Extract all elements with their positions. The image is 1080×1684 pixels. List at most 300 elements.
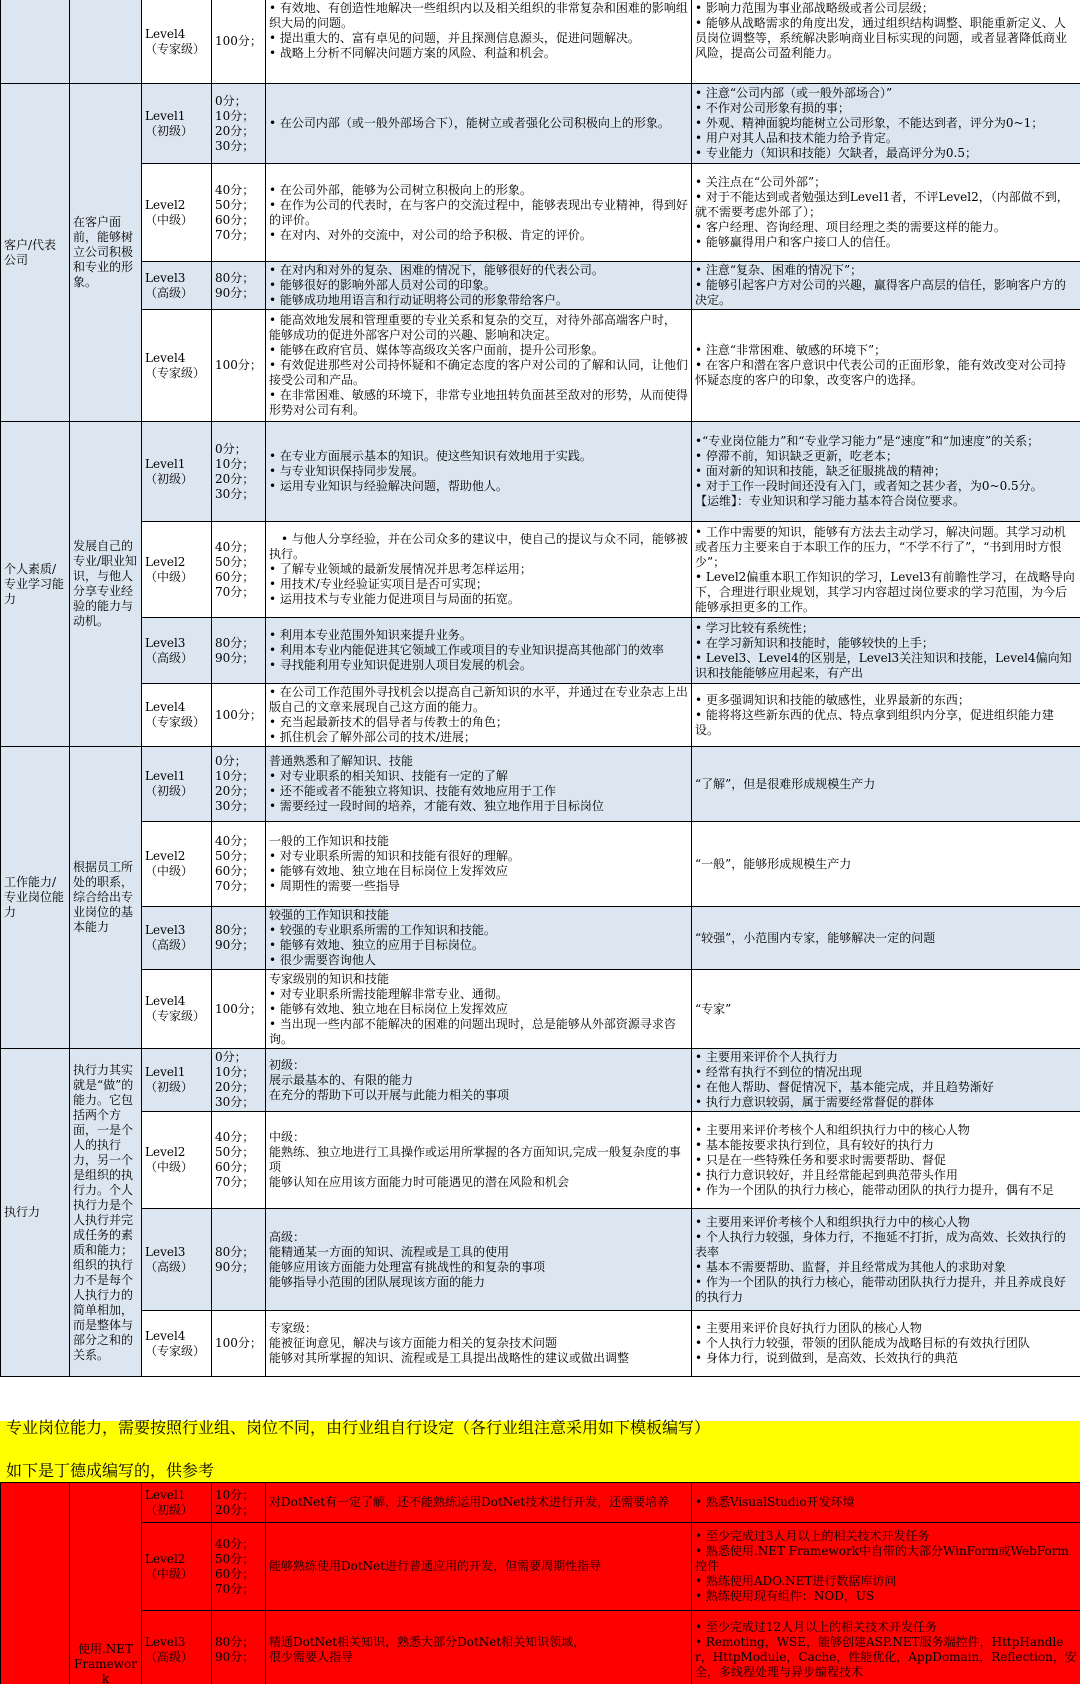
score-cell-line: 80分；	[215, 270, 255, 285]
level-cell-line: Level4	[145, 350, 186, 365]
criteria-cell-line: 能够指导小范围的团队展现该方面的能力	[269, 1274, 486, 1289]
level-cell-line: Level4	[145, 994, 186, 1008]
score-cell-line: 40分；	[215, 1536, 255, 1551]
score-cell-line: 30分；	[215, 486, 255, 501]
score-cell-line: 20分；	[215, 784, 255, 798]
note-cell-line: • Remoting，WSE，能够创建ASP.NET服务端控件，HttpHandler，HttpModule，Cache，性能优化，AppDomain，Reflection，安全，多线程处理与异步编程技术	[695, 1634, 1077, 1679]
category-cell	[1, 747, 70, 1049]
criteria-cell-line: 能够对其所掌握的知识、流程或是工具提出战略性的建议或做出调整	[269, 1351, 630, 1365]
level-cell-line: （高级）	[145, 938, 194, 952]
description-cell	[70, 1049, 142, 1377]
note-cell-line: “一般”，能够形成规模生产力	[695, 856, 852, 871]
note-cell-line: • 在他人帮助、督促情况下，基本能完成，并且趋势渐好	[695, 1080, 994, 1094]
level-cell	[142, 1049, 212, 1112]
note-cell-line: • 熟练使用ADO.NET进行数据库访问	[695, 1574, 897, 1588]
criteria-cell-line: • 很少需要咨询他人	[269, 953, 376, 967]
score-cell-line: 10分；	[215, 769, 255, 783]
score-cell-line: 40分；	[215, 834, 255, 848]
table-row	[1, 310, 1080, 422]
note-cell-line: • 个人执行力较强，身体力行，不拖延不打折，成为高效、长效执行的表率	[695, 1229, 1066, 1259]
note-cell	[692, 164, 1080, 262]
level-cell-line: （中级）	[145, 1160, 194, 1174]
level-cell-line: Level2	[145, 1145, 186, 1159]
score-cell-line: 70分；	[215, 227, 255, 242]
score-cell-line: 60分；	[215, 1160, 255, 1174]
criteria-cell-line: • 充当起最新技术的倡导者与传教士的角色；	[269, 715, 508, 729]
note-cell	[692, 1611, 1080, 1684]
note-cell	[692, 970, 1080, 1049]
note-cell-line: • 熟悉使用.NET Framework中自带的大部分WinForm或WebForm控件	[695, 1544, 1069, 1573]
score-cell	[212, 0, 266, 84]
score-cell	[212, 684, 266, 747]
note-cell-line: • 经常有执行不到位的情况出现	[695, 1065, 862, 1079]
score-cell-line: 20分；	[215, 1502, 255, 1517]
description-cell	[70, 422, 142, 747]
score-cell	[212, 822, 266, 907]
note-cell-line: • 作为一个团队的执行力核心，能带动团队执行力提升，并且养成良好的执行力	[695, 1274, 1066, 1304]
level-cell-line: （专家级）	[145, 41, 206, 56]
table-row	[1, 522, 1080, 618]
criteria-cell	[266, 262, 692, 310]
criteria-cell	[266, 684, 692, 747]
banner-line-2: 如下是丁德成编写的，供参考	[6, 1461, 215, 1480]
criteria-cell-line: • 在非常困难、敏感的环境下，非常专业地扭转负面甚至敌对的形势，从而使得形势对公司有利。	[269, 388, 688, 417]
level-cell-line: （中级）	[145, 1566, 194, 1581]
score-cell-line: 70分；	[215, 1581, 255, 1596]
criteria-cell	[266, 822, 692, 907]
table-row	[1, 422, 1080, 522]
table-row	[1, 822, 1080, 907]
score-cell-line: 0分；	[215, 754, 247, 768]
criteria-cell-line: • 较强的专业职系所需的工作知识和技能。	[269, 923, 496, 937]
level-cell-line: （初级）	[145, 123, 194, 138]
criteria-cell	[266, 1523, 692, 1611]
note-cell	[692, 84, 1080, 164]
criteria-cell-line: • 寻找能利用专业知识促进别人项目发展的机会。	[269, 658, 532, 672]
score-cell	[212, 422, 266, 522]
level-cell	[142, 1311, 212, 1377]
table-row	[1, 84, 1080, 164]
score-cell	[212, 1209, 266, 1311]
criteria-cell-line: • 在公司工作范围外寻找机会以提高自己新知识的水平，并通过在专业杂志上出版自己的文章来展现自己这方面的能力。	[269, 685, 688, 714]
note-cell-line: • 至少完成过12人月以上的相关技术开发任务	[695, 1619, 938, 1634]
score-cell	[212, 1311, 266, 1377]
score-cell-line: 0分；	[215, 93, 247, 108]
criteria-cell-line: 专家级：	[269, 1321, 318, 1335]
level-cell-line: Level2	[145, 554, 186, 569]
level-cell-line: （中级）	[145, 569, 194, 584]
criteria-cell-line: • 在对内和对外的复杂、困难的情况下，能够很好的代表公司。	[269, 263, 604, 277]
score-cell-line: 80分；	[215, 635, 255, 650]
note-cell-line: • Level2偏重本职工作知识的学习，Level3有前瞻性学习，在战略导向下，合理进行职业规划，其学习内容超过岗位要求的学习范围，为今后能够承担更多的工作。	[695, 569, 1075, 614]
table-row	[1, 0, 1080, 84]
score-cell-line: 80分；	[215, 923, 255, 937]
score-cell-line: 80分；	[215, 1244, 255, 1259]
note-cell-line: • 关注点在“公司外部”；	[695, 175, 827, 189]
note-cell-line: • 主要用来评价考核个人和组织执行力中的核心人物	[695, 1122, 970, 1137]
description-cell-line: 发展自己的专业/职业知识，与他人分享专业经验的能力与动机。	[73, 539, 138, 628]
score-cell-line: 50分；	[215, 849, 255, 863]
criteria-cell-line: 精通DotNet相关知识，熟悉大部分DotNet相关知识领域，	[269, 1634, 586, 1649]
level-cell-line: （初级）	[145, 1502, 194, 1517]
level-cell	[142, 164, 212, 262]
score-cell-line: 70分；	[215, 584, 255, 599]
note-cell-line: • 工作中需要的知识，能够有方法去主动学习，解决问题。其学习动机或者压力主要来自于本职工作的压力，“不学不行了”，“书到用时方恨少”；	[695, 524, 1066, 569]
score-cell-line: 10分；	[215, 1487, 255, 1502]
criteria-cell-line: • 在公司外部，能够为公司树立积极向上的形象。	[269, 182, 532, 197]
level-cell	[142, 907, 212, 970]
level-cell-line: （高级）	[145, 1259, 194, 1274]
note-cell-line: • 执行力意识较好，并且经常能起到典范带头作用	[695, 1167, 958, 1182]
criteria-cell-line: • 用技术/专业经验证实项目是否可实现；	[269, 577, 488, 591]
note-cell	[692, 0, 1080, 84]
category-cell	[1, 422, 70, 747]
criteria-cell-line: 较强的工作知识和技能	[269, 908, 390, 922]
table-row	[1, 1311, 1080, 1377]
criteria-cell-line: 中级：	[269, 1130, 306, 1144]
level-cell-line: （高级）	[145, 650, 194, 665]
category-cell	[1, 0, 70, 84]
score-cell-line: 0分；	[215, 1050, 247, 1064]
note-cell-line: • 在客户和潜在客户意识中代表公司的正面形象，能有效改变对公司持怀疑态度的客户的印象，改变客户的选择。	[695, 358, 1066, 387]
score-cell	[212, 262, 266, 310]
score-cell-line: 40分；	[215, 1130, 255, 1144]
description-cell	[70, 84, 142, 422]
level-cell-line: （中级）	[145, 864, 194, 878]
score-cell-line: 40分；	[215, 539, 255, 554]
score-cell-line: 60分；	[215, 864, 255, 878]
note-cell-line: • 注意“非常困难、敏感的环境下”；	[695, 343, 887, 357]
criteria-cell	[266, 970, 692, 1049]
level-cell	[142, 1483, 212, 1523]
category-cell-line: 个人素质/专业学习能力	[4, 561, 65, 606]
level-cell-line: Level1	[145, 108, 186, 123]
level-cell	[142, 684, 212, 747]
note-cell-line: • 注意“复杂、困难的情况下”；	[695, 263, 863, 277]
note-cell-line: • 只是在一些特殊任务和要求时需要帮助、督促	[695, 1152, 946, 1167]
criteria-cell	[266, 1611, 692, 1684]
criteria-cell-line: • 能够成功地用语言和行动证明将公司的形象带给客户。	[269, 293, 568, 307]
criteria-cell-line: • 有效促进那些对公司持怀疑和不确定态度的客户对公司的了解和认同，让他们接受公司和产品。	[269, 358, 688, 387]
note-cell	[692, 618, 1080, 684]
level-cell-line: （高级）	[145, 285, 194, 300]
criteria-cell-line: • 周期性的需要一些指导	[269, 879, 400, 893]
level-cell-line: （专家级）	[145, 365, 206, 380]
table-row	[1, 164, 1080, 262]
criteria-cell-line: • 能高效地发展和管理重要的专业关系和复杂的交互，对待外部高端客户时， 能够成功的促进外部客户对公司的兴趣、影响和决定。	[269, 313, 682, 342]
level-cell-line: Level4	[145, 700, 186, 714]
description-cell-line: 使用.NET Framework	[74, 1642, 137, 1684]
level-cell-line: （专家级）	[145, 715, 206, 729]
note-cell-line: “专家”	[695, 1001, 732, 1016]
score-cell	[212, 907, 266, 970]
table-row	[1, 1209, 1080, 1311]
criteria-cell	[266, 0, 692, 84]
note-cell-line: • 停滞不前，知识缺乏更新，吃老本；	[695, 449, 898, 463]
level-cell	[142, 422, 212, 522]
criteria-cell-line: • 运用专业知识与经验解决问题，帮助他人。	[269, 479, 508, 493]
criteria-cell-line: • 利用本专业范围外知识来提升业务。	[269, 628, 472, 642]
note-cell-line: • 基本能按要求执行到位，具有较好的执行力	[695, 1137, 934, 1152]
level-cell-line: Level4	[145, 1328, 186, 1343]
note-cell-line: “了解”，但是很难形成规模生产力	[695, 776, 876, 791]
note-cell-line: • 对于不能达到或者勉强达到Level1者，不评Level2，（内部做不到，就不需要考虑外部了）；	[695, 190, 1069, 219]
criteria-cell	[266, 1209, 692, 1311]
criteria-cell-line: • 了解专业领域的最新发展情况并思考怎样运用；	[269, 562, 532, 576]
criteria-cell-line: • 当出现一些内部不能解决的困难的问题出现时，总是能够从外部资源寻求咨询。	[269, 1016, 676, 1046]
score-cell-line: 100分；	[215, 358, 262, 372]
criteria-cell-line: • 有效地、有创造性地解决一些组织内以及相关组织的非常复杂和困难的影响组织大局的问题。	[269, 1, 688, 30]
criteria-cell-line: • 利用本专业内能促进其它领域工作或项目的专业知识提高其他部门的效率	[269, 643, 664, 657]
criteria-cell-line: • 在对内、对外的交流中，对公司的给予积极、肯定的评价。	[269, 227, 592, 242]
note-cell-line: 【运维】：专业知识和学习能力基本符合岗位要求。	[695, 494, 966, 508]
level-cell-line: Level3	[145, 1244, 186, 1259]
score-cell	[212, 1483, 266, 1523]
note-cell-line: • 学习比较有系统性；	[695, 620, 814, 635]
criteria-cell-line: 能精通某一方面的知识、流程或是工具的使用	[269, 1244, 510, 1259]
criteria-cell-line: 能够熟练使用DotNet进行普通应用的开发，但需要周期性指导	[269, 1559, 602, 1573]
table-row	[1, 1112, 1080, 1209]
criteria-cell	[266, 747, 692, 822]
table-row	[1, 262, 1080, 310]
score-cell-line: 20分；	[215, 471, 255, 486]
note-cell-line: • 外观、精神面貌均能树立公司形象，不能达到者，评分为0~1；	[695, 116, 1044, 130]
note-cell-line: • 不作对公司形象有损的事；	[695, 101, 850, 115]
score-cell	[212, 618, 266, 684]
level-cell-line: Level1	[145, 769, 186, 783]
note-cell	[692, 1311, 1080, 1377]
note-cell-line: • 在学习新知识和技能时，能够较快的上手；	[695, 635, 934, 650]
dotnet-rubric-table	[0, 1482, 1080, 1684]
score-cell-line: 30分；	[215, 1095, 255, 1109]
level-cell	[142, 970, 212, 1049]
note-cell	[692, 262, 1080, 310]
level-cell-line: Level2	[145, 849, 186, 863]
score-cell-line: 60分；	[215, 212, 255, 227]
note-cell-line: • 主要用来评价个人执行力	[695, 1050, 838, 1064]
level-cell-line: Level1	[145, 1065, 186, 1079]
level-cell	[142, 1523, 212, 1611]
score-cell-line: 30分；	[215, 799, 255, 813]
score-cell-line: 10分；	[215, 108, 255, 123]
level-cell-line: Level2	[145, 1551, 186, 1566]
note-cell-line: • 对于工作一段时间还没有入门，或者知之甚少者，为0~0.5分。	[695, 479, 1043, 493]
table-row	[1, 684, 1080, 747]
criteria-cell	[266, 1311, 692, 1377]
note-cell-line: • 更多强调知识和技能的敏感性，业界最新的东西；	[695, 692, 970, 707]
criteria-cell-line: • 能够有效地、独立的应用于目标岗位。	[269, 938, 484, 952]
score-cell-line: 90分；	[215, 650, 255, 665]
note-cell-line: • 至少完成过3人月以上的相关技术开发任务	[695, 1529, 930, 1543]
description-cell-line: 执行力其实就是“做”的能力。它包括两个方面，一是个人的执行力，另一个是组织的执行力。个人执行力是个人执行并完成任务的素质和能力；组织的执行力不是每个人执行力的简单相加，而是整体与部分之和的关系。	[73, 1062, 134, 1362]
note-cell-line: • 注意“公司内部（或一般外部场合）”	[695, 86, 893, 100]
note-cell-line: • 用户对其人品和技术能力给予肯定。	[695, 131, 898, 145]
criteria-cell-line: • 能够有效地、独立地在目标岗位上发挥效应	[269, 1001, 508, 1016]
score-cell-line: 50分；	[215, 1551, 255, 1566]
score-cell-line: 80分；	[215, 1634, 255, 1649]
criteria-cell-line: • 能够很好的影响外部人员对公司的印象。	[269, 278, 496, 292]
score-cell	[212, 84, 266, 164]
level-cell-line: （专家级）	[145, 1343, 206, 1358]
criteria-cell-line: 能够认知在应用该方面能力时可能遇见的潜在风险和机会	[269, 1175, 570, 1189]
description-cell	[70, 747, 142, 1049]
criteria-cell-line: 专家级别的知识和技能	[269, 971, 390, 986]
level-cell-line: （初级）	[145, 1080, 194, 1094]
note-cell-line: • 主要用来评价良好执行力团队的核心人物	[695, 1321, 922, 1335]
score-cell	[212, 1049, 266, 1112]
description-cell	[70, 1483, 142, 1684]
score-cell-line: 100分；	[215, 1336, 262, 1350]
level-cell-line: Level3	[145, 923, 186, 937]
note-cell-line: • 执行力意识较弱，属于需要经常督促的群体	[695, 1095, 934, 1109]
note-cell-line: • 能够从战略需求的角度出发，通过组织结构调整、职能重新定义、人员岗位调整等，系统解决影响商业目标实现的问题，或者显著降低商业风险，提高公司盈利能力。	[695, 16, 1068, 60]
score-cell-line: 100分；	[215, 34, 262, 48]
note-cell-line: • 熟练使用现有组件：NOD，US	[695, 1589, 875, 1603]
note-cell	[692, 747, 1080, 822]
note-cell-line: • 作为一个团队的执行力核心，能带动团队的执行力提升，偶有不足	[695, 1182, 1054, 1197]
level-cell-line: Level1	[145, 1487, 186, 1502]
criteria-cell	[266, 1112, 692, 1209]
level-cell	[142, 0, 212, 84]
level-cell	[142, 262, 212, 310]
level-cell-line: Level4	[145, 26, 186, 41]
level-cell-line: Level1	[145, 456, 186, 471]
level-cell	[142, 618, 212, 684]
criteria-cell	[266, 907, 692, 970]
level-cell-line: Level3	[145, 635, 186, 650]
criteria-cell-line: • 抓住机会了解外部公司的技术/进展；	[269, 730, 476, 744]
level-cell-line: Level3	[145, 1634, 186, 1649]
score-cell	[212, 164, 266, 262]
score-cell-line: 20分；	[215, 123, 255, 138]
score-cell-line: 0分；	[215, 441, 247, 456]
level-cell	[142, 747, 212, 822]
score-cell-line: 60分；	[215, 569, 255, 584]
criteria-cell-line: • 在公司内部（或一般外部场合下），能树立或者强化公司积极向上的形象。	[269, 116, 670, 130]
criteria-cell-line: 很少需要人指导	[269, 1649, 354, 1664]
note-cell-line: • 能够赢得用户和客户接口人的信任。	[695, 235, 898, 249]
score-cell	[212, 310, 266, 422]
criteria-cell-line: • 对专业职系的相关知识、技能有一定的了解	[269, 769, 508, 783]
table-row	[1, 970, 1080, 1049]
note-cell	[692, 1112, 1080, 1209]
level-cell-line: （专家级）	[145, 1009, 206, 1023]
template-notice-banner	[0, 1418, 1080, 1482]
criteria-cell-line: • 运用技术与专业能力促进项目与局面的拓宽。	[269, 592, 520, 606]
table-row	[1, 747, 1080, 822]
level-cell	[142, 822, 212, 907]
level-cell	[142, 310, 212, 422]
note-cell-line: • 主要用来评价考核个人和组织执行力中的核心人物	[695, 1214, 970, 1229]
score-cell-line: 30分；	[215, 138, 255, 153]
note-cell-line: • 专业能力（知识和技能）欠缺者，最高评分为0.5；	[695, 146, 977, 160]
description-cell-line: 根据员工所处的职系，综合给出专业岗位的基本能力	[73, 860, 134, 934]
note-cell-line: • 个人执行力较强，带领的团队能成为战略目标的有效执行团队	[695, 1336, 1030, 1350]
note-cell	[692, 1523, 1080, 1611]
level-cell-line: Level3	[145, 270, 186, 285]
score-cell-line: 20分；	[215, 1080, 255, 1094]
table-row	[1, 907, 1080, 970]
criteria-cell	[266, 522, 692, 618]
criteria-cell-line: • 战略上分析不同解决问题方案的风险、利益和机会。	[269, 46, 556, 60]
score-cell-line: 90分；	[215, 938, 255, 952]
criteria-cell-line: 一般的工作知识和技能	[269, 834, 390, 848]
criteria-cell-line: • 在专业方面展示基本的知识。使这些知识有效地用于实践。	[269, 449, 592, 463]
score-cell	[212, 1112, 266, 1209]
criteria-cell-line: • 对专业职系所需技能理解非常专业、通彻。	[269, 986, 508, 1001]
criteria-cell	[266, 618, 692, 684]
criteria-cell-line: • 提出重大的、富有卓见的问题，并且探测信息源头，促进问题解决。	[269, 31, 640, 45]
score-cell	[212, 1611, 266, 1684]
criteria-cell-line: 普通熟悉和了解知识、技能	[269, 754, 414, 768]
note-cell	[692, 1483, 1080, 1523]
note-cell	[692, 1049, 1080, 1112]
category-cell-line: 工作能力/专业岗位能力	[4, 875, 65, 919]
level-cell-line: （中级）	[145, 212, 194, 227]
criteria-cell-line: 高级：	[269, 1229, 306, 1244]
criteria-cell-line: 能够应用该方面能力处理富有挑战性的和复杂的事项	[269, 1259, 546, 1274]
criteria-cell	[266, 310, 692, 422]
criteria-cell	[266, 422, 692, 522]
table-row	[1, 618, 1080, 684]
category-cell-line: 执行力	[4, 1205, 41, 1219]
criteria-cell	[266, 84, 692, 164]
table-row	[1, 1611, 1080, 1684]
note-cell-line: • 面对新的知识和技能，缺乏征服挑战的精神；	[695, 464, 946, 478]
criteria-cell-line: • 与他人分享经验，并在公司众多的建议中，使自己的提议与众不同，能够被执行。	[269, 532, 688, 561]
level-cell-line: Level2	[145, 197, 186, 212]
category-cell	[1, 84, 70, 422]
level-cell	[142, 1112, 212, 1209]
score-cell-line: 90分；	[215, 1649, 255, 1664]
criteria-cell-line: • 对专业职系所需的知识和技能有很好的理解。	[269, 849, 520, 863]
criteria-cell-line: • 能够有效地、独立地在目标岗位上发挥效应	[269, 864, 508, 878]
criteria-cell	[266, 164, 692, 262]
note-cell-line: • 身体力行，说到做到，是高效、长效执行的典范	[695, 1351, 958, 1365]
criteria-cell	[266, 1049, 692, 1112]
level-cell-line: （初级）	[145, 471, 194, 486]
level-cell	[142, 84, 212, 164]
score-cell	[212, 970, 266, 1049]
score-cell-line: 50分；	[215, 1145, 255, 1159]
note-cell-line: “较强”，小范围内专家，能够解决一定的问题	[695, 930, 936, 945]
score-cell-line: 90分；	[215, 285, 255, 300]
score-cell-line: 40分；	[215, 182, 255, 197]
category-cell-line: 客户/代表公司	[4, 237, 57, 267]
note-cell-line: • 基本不需要帮助、监督，并且经常成为其他人的求助对象	[695, 1259, 1006, 1274]
criteria-cell-line: 对DotNet有一定了解，还不能熟练运用DotNet技术进行开发，还需要培养	[269, 1495, 670, 1509]
note-cell-line: • 熟悉VisualStudio开发环境	[695, 1495, 855, 1509]
score-cell-line: 70分；	[215, 1175, 255, 1189]
note-cell-line: • 能够引起客户方对公司的兴趣，赢得客户高层的信任，影响客户方的决定。	[695, 278, 1066, 307]
table-row	[1, 1049, 1080, 1112]
note-cell	[692, 310, 1080, 422]
score-cell-line: 50分；	[215, 197, 255, 212]
note-cell	[692, 422, 1080, 522]
score-cell	[212, 747, 266, 822]
note-cell-line: • Level3、Level4的区别是，Level3关注知识和技能，Level4偏向知识和技能能够应用起来，有产出	[695, 650, 1072, 680]
score-cell-line: 60分；	[215, 1566, 255, 1581]
score-cell	[212, 522, 266, 618]
note-cell-line: • 客户经理、咨询经理、项目经理之类的需要这样的能力。	[695, 220, 1006, 234]
table-row	[1, 1483, 1080, 1523]
table-row	[1, 1523, 1080, 1611]
note-cell	[692, 1209, 1080, 1311]
note-cell	[692, 822, 1080, 907]
note-cell-line: •“专业岗位能力”和“专业学习能力”是“速度”和“加速度”的关系；	[695, 434, 1040, 448]
category-cell	[1, 1049, 70, 1377]
level-cell	[142, 522, 212, 618]
